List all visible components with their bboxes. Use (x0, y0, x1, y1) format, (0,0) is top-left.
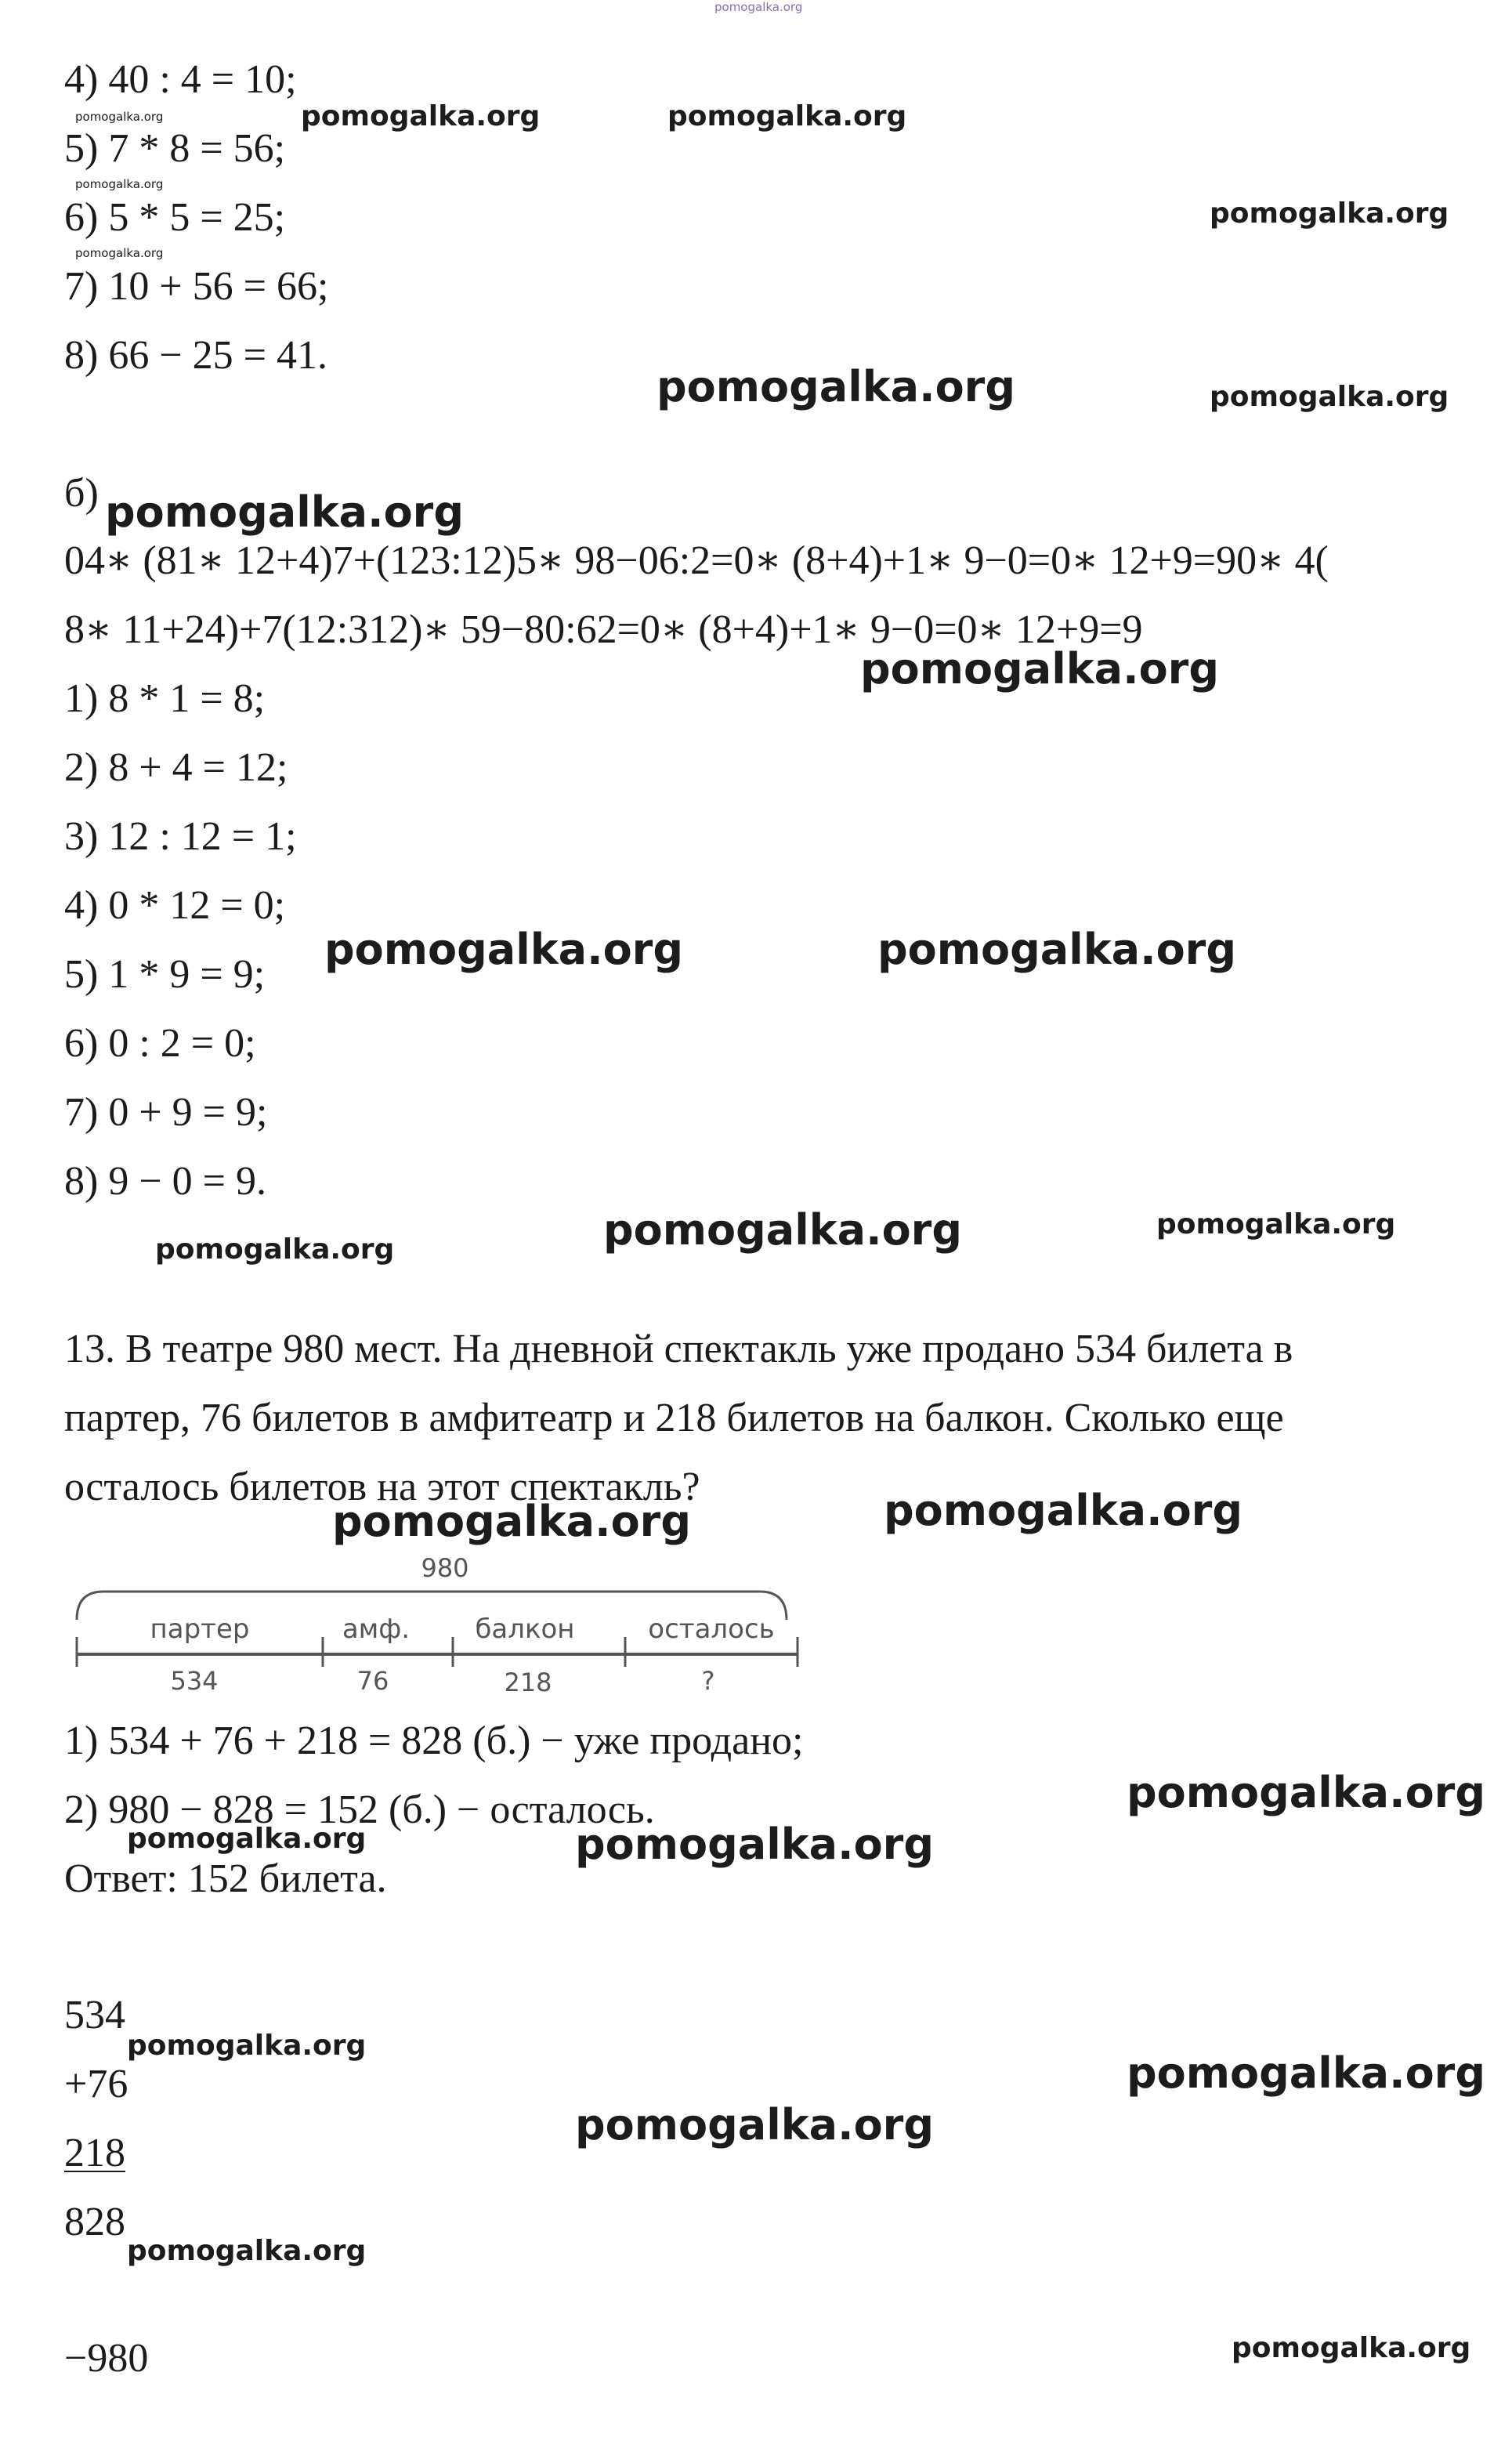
watermark: pomogalka.org (127, 2030, 367, 2062)
watermark: pomogalka.org (324, 925, 683, 974)
watermark: pomogalka.org (1210, 381, 1449, 413)
watermark: pomogalka.org (127, 2235, 367, 2267)
diagram-label-balkon: балкон (475, 1613, 575, 1645)
diagram-value-balkon: 218 (504, 1668, 552, 1697)
answer: Ответ: 152 билета. (64, 1856, 387, 1901)
column-number-534: 534 (64, 1993, 125, 2037)
part-b-line-6: 6) 0 : 2 = 0; (64, 1021, 256, 1066)
part-a-line-8: 8) 66 − 25 = 41. (64, 333, 327, 378)
column-number-76: +76 (64, 2062, 128, 2106)
watermark: pomogalka.org (1156, 1208, 1396, 1240)
solution-step-2: 2) 980 − 828 = 152 (б.) − осталось. (64, 1787, 655, 1832)
watermark: pomogalka.org (1232, 2332, 1471, 2364)
part-b-expression-1: 04∗ (81∗ 12+4)7+(123:12)5∗ 98−06:2=0∗ (8+4)+1∗ 9−0=0∗ 12+9=90∗ 4( (64, 538, 1329, 583)
diagram-total: 980 (421, 1556, 469, 1583)
watermark-top: pomogalka.org (714, 0, 803, 14)
watermark: pomogalka.org (105, 487, 464, 537)
watermark: pomogalka.org (575, 1820, 934, 1869)
part-b-line-4: 4) 0 * 12 = 0; (64, 883, 286, 928)
watermark: pomogalka.org (884, 1486, 1243, 1535)
part-a-line-4: 4) 40 : 4 = 10; (64, 57, 297, 102)
problem-text-1: 13. В театре 980 мест. На дневной спектакль уже продано 534 билета в (64, 1327, 1293, 1371)
part-b-label: б) (64, 471, 99, 516)
diagram-value-ostalos: ? (701, 1666, 715, 1696)
part-b-expression-2: 8∗ 11+24)+7(12:312)∗ 59−80:62=0∗ (8+4)+1∗ 9−0=0∗ 12+9=9 (64, 607, 1143, 652)
watermark: pomogalka.org (75, 177, 164, 191)
problem-text-2: партер, 76 билетов в амфитеатр и 218 билетов на балкон. Сколько еще (64, 1396, 1284, 1440)
watermark: pomogalka.org (860, 644, 1219, 694)
diagram-label-ostalos: осталось (648, 1613, 775, 1645)
diagram-value-amf: 76 (356, 1666, 389, 1696)
solution-step-1: 1) 534 + 76 + 218 = 828 (б.) − уже продано; (64, 1718, 804, 1763)
watermark: pomogalka.org (667, 100, 907, 132)
watermark: pomogalka.org (575, 2100, 934, 2149)
watermark: pomogalka.org (877, 925, 1236, 974)
watermark: pomogalka.org (1127, 2048, 1485, 2098)
part-b-line-5: 5) 1 * 9 = 9; (64, 952, 266, 997)
column-number-218: 218 (64, 2131, 125, 2175)
segment-diagram (71, 1556, 807, 1697)
watermark: pomogalka.org (75, 110, 164, 124)
watermark: pomogalka.org (1210, 197, 1449, 230)
part-b-line-3: 3) 12 : 12 = 1; (64, 814, 297, 859)
watermark: pomogalka.org (603, 1205, 962, 1255)
watermark: pomogalka.org (127, 1823, 367, 1855)
watermark: pomogalka.org (301, 100, 541, 132)
diagram-label-amf: амф. (342, 1613, 411, 1645)
part-b-line-8: 8) 9 − 0 = 9. (64, 1159, 266, 1204)
diagram-value-parter: 534 (170, 1666, 219, 1696)
column-sum-828: 828 (64, 2200, 125, 2244)
problem-text-3: осталось билетов на этот спектакль? (64, 1465, 700, 1509)
watermark: pomogalka.org (657, 362, 1015, 411)
watermark: pomogalka.org (1127, 1768, 1485, 1817)
watermark: pomogalka.org (332, 1497, 691, 1546)
diagram-label-parter: партер (150, 1613, 250, 1645)
part-a-line-5: 5) 7 * 8 = 56; (64, 126, 286, 171)
part-a-line-7: 7) 10 + 56 = 66; (64, 264, 329, 309)
part-a-line-6: 6) 5 * 5 = 25; (64, 195, 286, 240)
watermark: pomogalka.org (75, 246, 164, 260)
part-b-line-1: 1) 8 * 1 = 8; (64, 676, 266, 721)
watermark: pomogalka.org (155, 1233, 395, 1266)
part-b-line-7: 7) 0 + 9 = 9; (64, 1090, 268, 1135)
part-b-line-2: 2) 8 + 4 = 12; (64, 745, 288, 790)
column-number-980: −980 (64, 2336, 149, 2381)
